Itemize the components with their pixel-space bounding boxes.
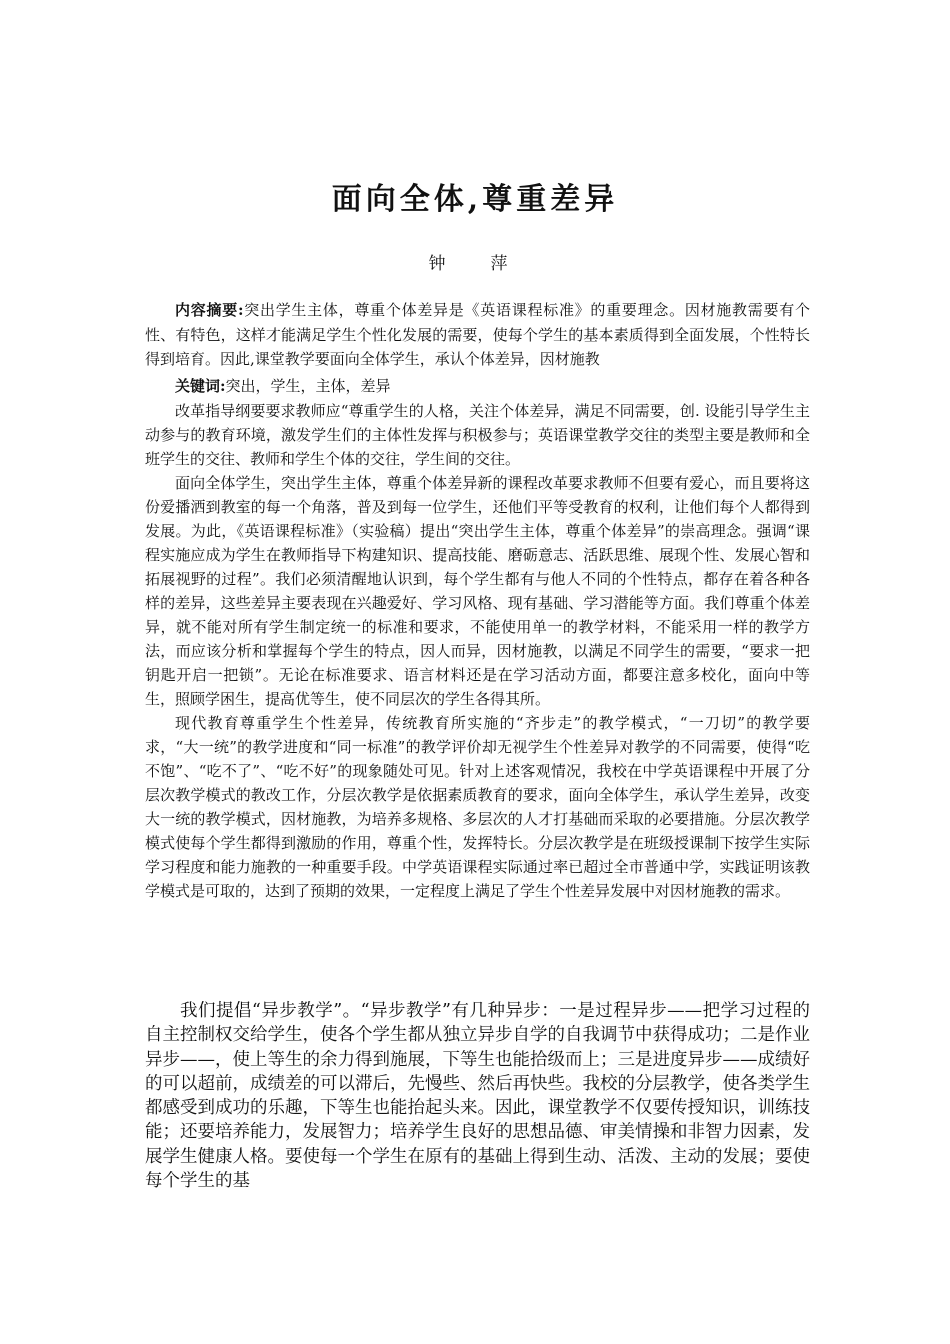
paragraph-1: 改革指导纲要要求教师应“尊重学生的人格，关注个体差异，满足不同需要，创. 设能引导学生主动参与的教育环境，激发学生们的主体性发挥与积极参与；英语课堂教学交往的类型主要是教师和全班学生的交往、教师和学生个体的交往，学生间的交往。	[145, 402, 810, 468]
body-text-large	[145, 999, 810, 1193]
body-text-small	[145, 399, 810, 903]
abstract-text: 突出学生主体，尊重个体差异是《英语课程标准》的重要理念。因材施教需要有个性、有特色，这样才能满足学生个性化发展的需要，使每个学生的基本素质得到全面发展，个性特长得到培育。因此,课堂教学要面向全体学生，承认个体差异，因材施教	[145, 301, 810, 368]
keywords-text: 突出，学生，主体，差异	[225, 377, 391, 395]
page-title: 面向全体,尊重差异	[331, 182, 619, 217]
keywords-label: 关键词:	[175, 377, 226, 395]
abstract	[145, 298, 810, 372]
abstract-label: 内容摘要:	[175, 301, 244, 319]
author-name: 钟 萍	[428, 254, 522, 274]
keywords	[145, 374, 810, 398]
paragraph-3: 现代教育尊重学生个性差异，传统教育所实施的“齐步走”的教学模式，“一刀切”的教学要求，“大一统”的教学进度和“同一标准”的教学评价却无视学生个性差异对教学的不同需要，使得“吃不饱”、“吃不了”、“吃不好”的现象随处可见。针对上述客观情况，我校在中学英语课程中开展了分层次教学模式的教改工作，分层次教学是依据素质教育的要求，面向全体学生，承认学生差异，改变大一统的教学模式，因材施教，为培养多规格、多层次的人才打基础而采取的必要措施。分层次教学模式使每个学生都得到激励的作用，尊重个性，发挥特长。分层次教学是在班级授课制下按学生实际学习程度和能力施教的一种重要手段。中学英语课程实际通过率已超过全市普通中学，实践证明该教学模式是可取的，达到了预期的效果，一定程度上满足了学生个性差异发展中对因材施教的需求。	[145, 714, 810, 900]
paragraph-4: 我们提倡“异步教学”。“异步教学”有几种异步：一是过程异步——把学习过程的自主控制权交给学生，使各个学生都从独立异步自学的自我调节中获得成功；二是作业异步——，使上等生的余力得到施展，下等生也能拾级而上；三是进度异步——成绩好的可以超前，成绩差的可以滞后，先慢些、然后再快些。我校的分层教学，使各类学生都感受到成功的乐趣，下等生也能抬起头来。因此，课堂教学不仅要传授知识，训练技能；还要培养能力，发展智力；培养学生良好的思想品德、审美情操和非智力因素，发展学生健康人格。要使每一个学生在原有的基础上得到生动、活泼、主动的发展；要使每个学生的基	[145, 1001, 810, 1192]
paragraph-2: 面向全体学生，突出学生主体，尊重个体差异新的课程改革要求教师不但要有爱心，而且要将这份爱播洒到教室的每一个角落，普及到每一位学生，还他们平等受教育的权利，让他们每个人都得到发展。为此，《英语课程标准》（实验稿）提出“突出学生主体，尊重个体差异”的崇高理念。强调“课程实施应成为学生在教师指导下构建知识、提高技能、磨砺意志、活跃思维、展现个性、发展心智和拓展视野的过程”。我们必须清醒地认识到，每个学生都有与他人不同的个性特点，都存在着各种各样的差异，这些差异主要表现在兴趣爱好、学习风格、现有基础、学习潜能等方面。我们尊重个体差异，就不能对所有学生制定统一的标准和要求，不能使用单一的教学材料，不能采用一样的教学方法，而应该分析和掌握每个学生的特点，因人而异，因材施教，以满足不同学生的需要，“要求一把钥匙开启一把锁”。无论在标准要求、语言材料还是在学习活动方面，都要注意多校化，面向中等生，照顾学困生，提高优等生，使不同层次的学生各得其所。	[145, 474, 810, 708]
